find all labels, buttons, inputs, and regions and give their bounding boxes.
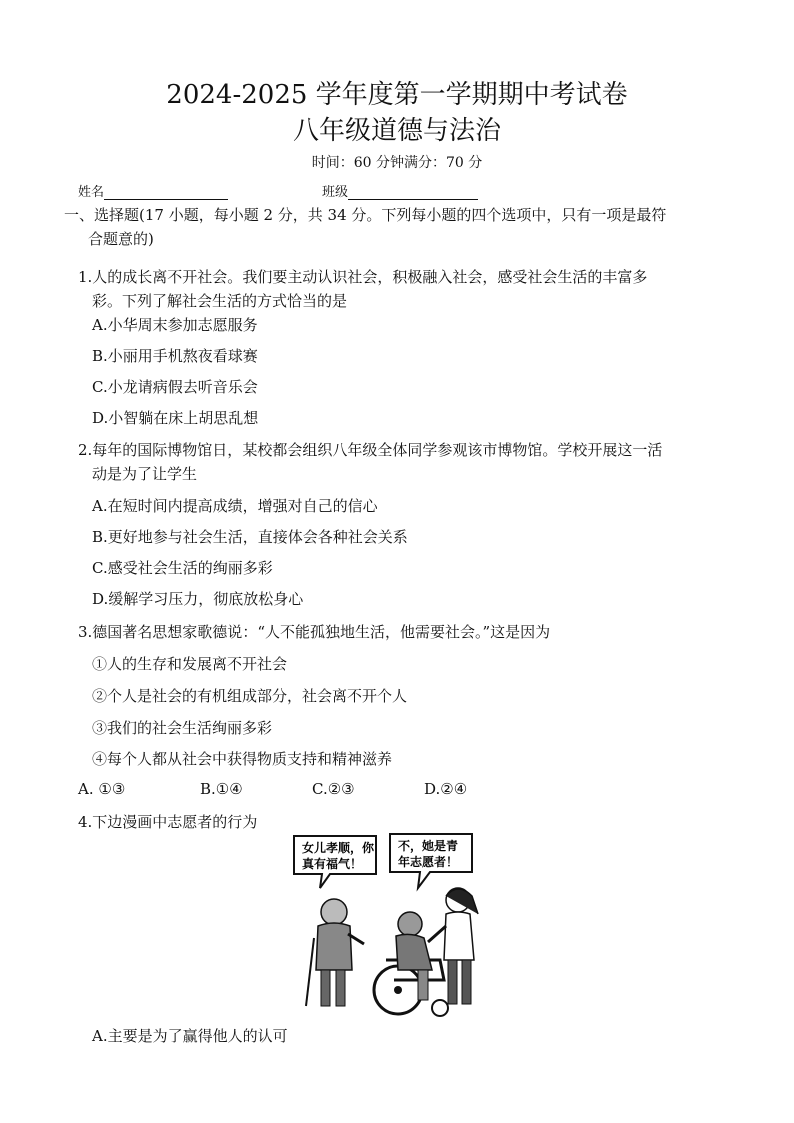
- exam-title: 2024-2025 学年度第一学期期中考试卷: [166, 80, 628, 110]
- bubble-left-line2: 真有福气！: [302, 857, 363, 871]
- bubble-right-line2: 年志愿者！: [398, 855, 459, 869]
- section-heading-line1: 一、选择题(17 小题，每小题 2 分，共 34 分。下列每小题的四个选项中，只有一项是最符: [64, 206, 667, 224]
- bubble-right-line1: 不，她是青: [398, 839, 459, 853]
- q3-statement-3: ③我们的社会生活绚丽多彩: [92, 719, 273, 737]
- q3-option-d: D.②④: [424, 780, 468, 798]
- q2-option-a: A.在短时间内提高成绩，增强对自己的信心: [92, 497, 378, 515]
- question-3-stem: [78, 620, 740, 644]
- q2-option-d: D.缓解学习压力，彻底放松身心: [92, 590, 304, 608]
- question-1-stem: [78, 265, 740, 313]
- q1-option-d: D.小智躺在床上胡思乱想: [92, 409, 259, 427]
- question-stem-line: 2.每年的国际博物馆日，某校都会组织八年级全体同学参观该市博物馆。学校开展这一活: [78, 441, 663, 459]
- volunteer-woman-figure: [428, 888, 478, 1004]
- bubble-left-line1: 女儿孝顺，你: [302, 841, 375, 855]
- class-blank: [348, 185, 478, 200]
- section-heading: [64, 203, 740, 251]
- q3-statement-2: ②个人是社会的有机组成部分，社会离不开个人: [92, 687, 408, 705]
- question-stem-line: 3.德国著名思想家歌德说：“人不能孤独地生活，他需要社会。”这是因为: [78, 623, 551, 641]
- question-stem-line: 4.下边漫画中志愿者的行为: [78, 813, 258, 831]
- q3-option-b: B.①④: [200, 780, 243, 798]
- q3-statement-4: ④每个人都从社会中获得物质支持和精神滋养: [92, 750, 393, 768]
- q1-option-a: A.小华周末参加志愿服务: [92, 316, 258, 334]
- volunteer-cartoon-image: [290, 830, 500, 1020]
- section-heading-line2: 合题意的): [88, 230, 154, 248]
- class-label: 班级: [322, 185, 349, 200]
- q2-option-b: B.更好地参与社会生活，直接体会各种社会关系: [92, 528, 408, 546]
- q3-option-c: C.②③: [312, 780, 355, 798]
- q2-option-c: C.感受社会生活的绚丽多彩: [92, 559, 273, 577]
- q3-option-a: A. ①③: [78, 780, 126, 798]
- exam-subject: 八年级道德与法治: [292, 116, 501, 146]
- class-field: [322, 181, 478, 200]
- old-man-figure: [306, 899, 364, 1006]
- name-field: [78, 181, 228, 200]
- question-stem-line: 动是为了让学生: [92, 465, 198, 483]
- question-2-stem: [78, 438, 740, 486]
- exam-time-score: 时间：60 分钟满分：70 分: [311, 155, 483, 171]
- q1-option-c: C.小龙请病假去听音乐会: [92, 378, 258, 396]
- q1-option-b: B.小丽用手机熬夜看球赛: [92, 347, 258, 365]
- name-label: 姓名: [78, 185, 105, 200]
- name-blank: [104, 185, 228, 200]
- wheelchair-figure: [374, 912, 448, 1016]
- question-stem-line: 彩。下列了解社会生活的方式恰当的是: [92, 292, 348, 310]
- question-stem-line: 1.人的成长离不开社会。我们要主动认识社会，积极融入社会，感受社会生活的丰富多: [78, 268, 648, 286]
- q3-statement-1: ①人的生存和发展离不开社会: [92, 655, 288, 673]
- q4-option-a: A.主要是为了赢得他人的认可: [92, 1027, 288, 1045]
